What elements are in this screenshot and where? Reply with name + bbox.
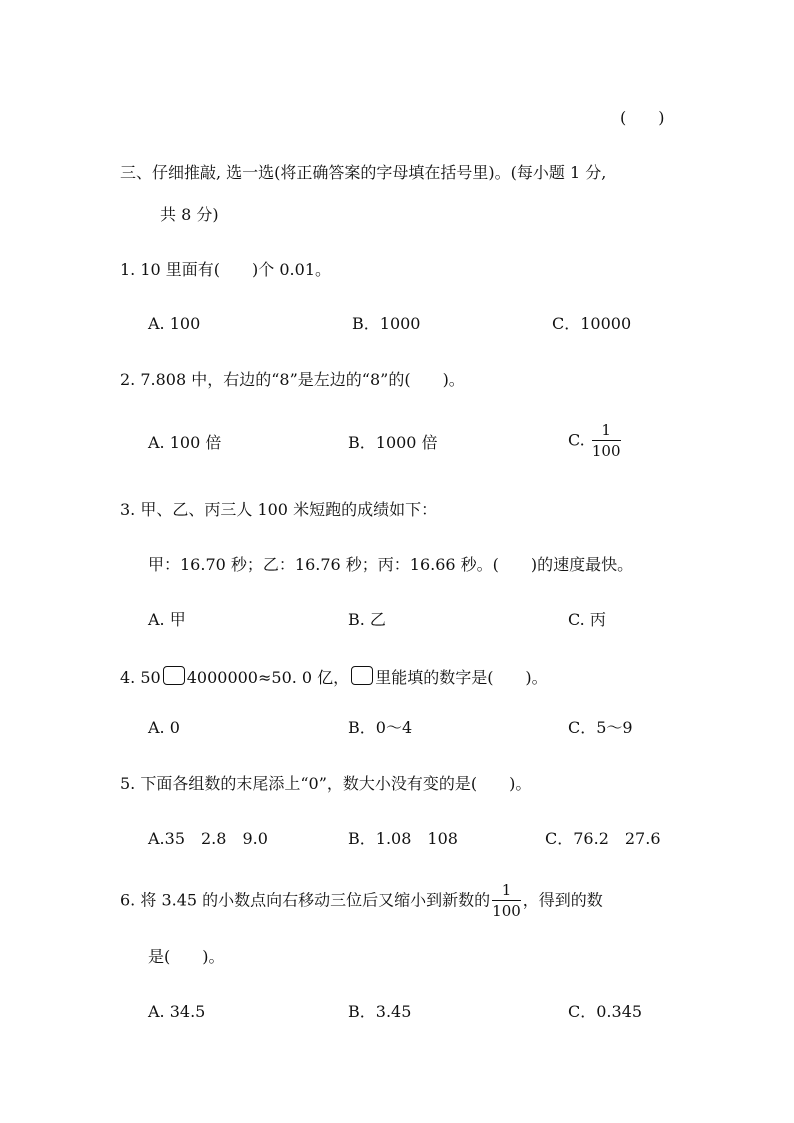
question-4: [120, 666, 548, 688]
q4-text-middle: 4000000≈50. 0 亿，: [186, 668, 350, 687]
fraction-bar: [592, 440, 621, 441]
question-3-detail: 甲：16.70 秒；乙：16.76 秒；丙：16.66 秒。( )的速度最快。: [148, 555, 634, 574]
q6-option-b: B．3.45: [348, 1002, 412, 1021]
q3-option-a: A. 甲: [148, 610, 186, 629]
section-title-cont: 共 8 分): [160, 205, 219, 224]
fraction-bar: [492, 900, 521, 901]
blank-box: [163, 666, 185, 685]
q1-option-b: B．1000: [352, 314, 421, 333]
q2-option-a: A. 100 倍: [148, 433, 222, 452]
q6-text-before: 6. 将 3.45 的小数点向右移动三位后又缩小到新数的: [120, 890, 491, 910]
q2-option-b: B．1000 倍: [348, 433, 438, 452]
question-5: 5. 下面各组数的末尾添上“0”，数大小没有变的是( )。: [120, 774, 532, 793]
q2-fraction-numerator: 1: [601, 421, 611, 439]
q6-text-after: ，得到的数: [522, 890, 603, 910]
q5-option-c: C．76.2 27.6: [545, 829, 661, 848]
question-2: 2. 7.808 中，右边的“8”是左边的“8”的( )。: [120, 370, 465, 389]
q5-option-b: B．1.08 108: [348, 829, 458, 848]
section-title: 三、仔细推敲, 选一选(将正确答案的字母填在括号里)。(每小题 1 分,: [120, 163, 607, 182]
q6-fraction: [492, 882, 521, 919]
q4-option-c: C．5～9: [568, 718, 633, 737]
blank-box: [351, 666, 373, 685]
q3-option-c: C. 丙: [568, 610, 606, 629]
q4-text-suffix: 里能填的数字是( )。: [375, 668, 548, 687]
q6-fraction-denominator: 100: [492, 902, 521, 920]
q6-fraction-numerator: 1: [501, 881, 512, 899]
question-3: 3. 甲、乙、丙三人 100 米短跑的成绩如下：: [120, 500, 438, 519]
q6-option-c: C．0.345: [568, 1002, 643, 1021]
question-1: 1. 10 里面有( )个 0.01。: [120, 260, 331, 279]
q4-text-prefix: 4. 50: [120, 668, 161, 687]
q3-option-b: B. 乙: [348, 610, 386, 629]
q6-option-a: A. 34.5: [148, 1002, 206, 1021]
question-6: [120, 882, 603, 919]
question-6-cont: 是( )。: [148, 947, 225, 966]
q2-option-c-label: C.: [568, 430, 585, 450]
q4-option-b: B．0～4: [348, 718, 413, 737]
q2-fraction: [592, 422, 621, 459]
q2-option-c: [568, 422, 623, 459]
q2-fraction-denominator: 100: [591, 442, 621, 460]
q4-option-a: A. 0: [148, 718, 180, 737]
q1-option-c: C．10000: [552, 314, 632, 333]
answer-paren: ( ): [620, 108, 665, 127]
q1-option-a: A. 100: [148, 314, 201, 333]
q5-option-a: A.35 2.8 9.0: [148, 829, 268, 848]
